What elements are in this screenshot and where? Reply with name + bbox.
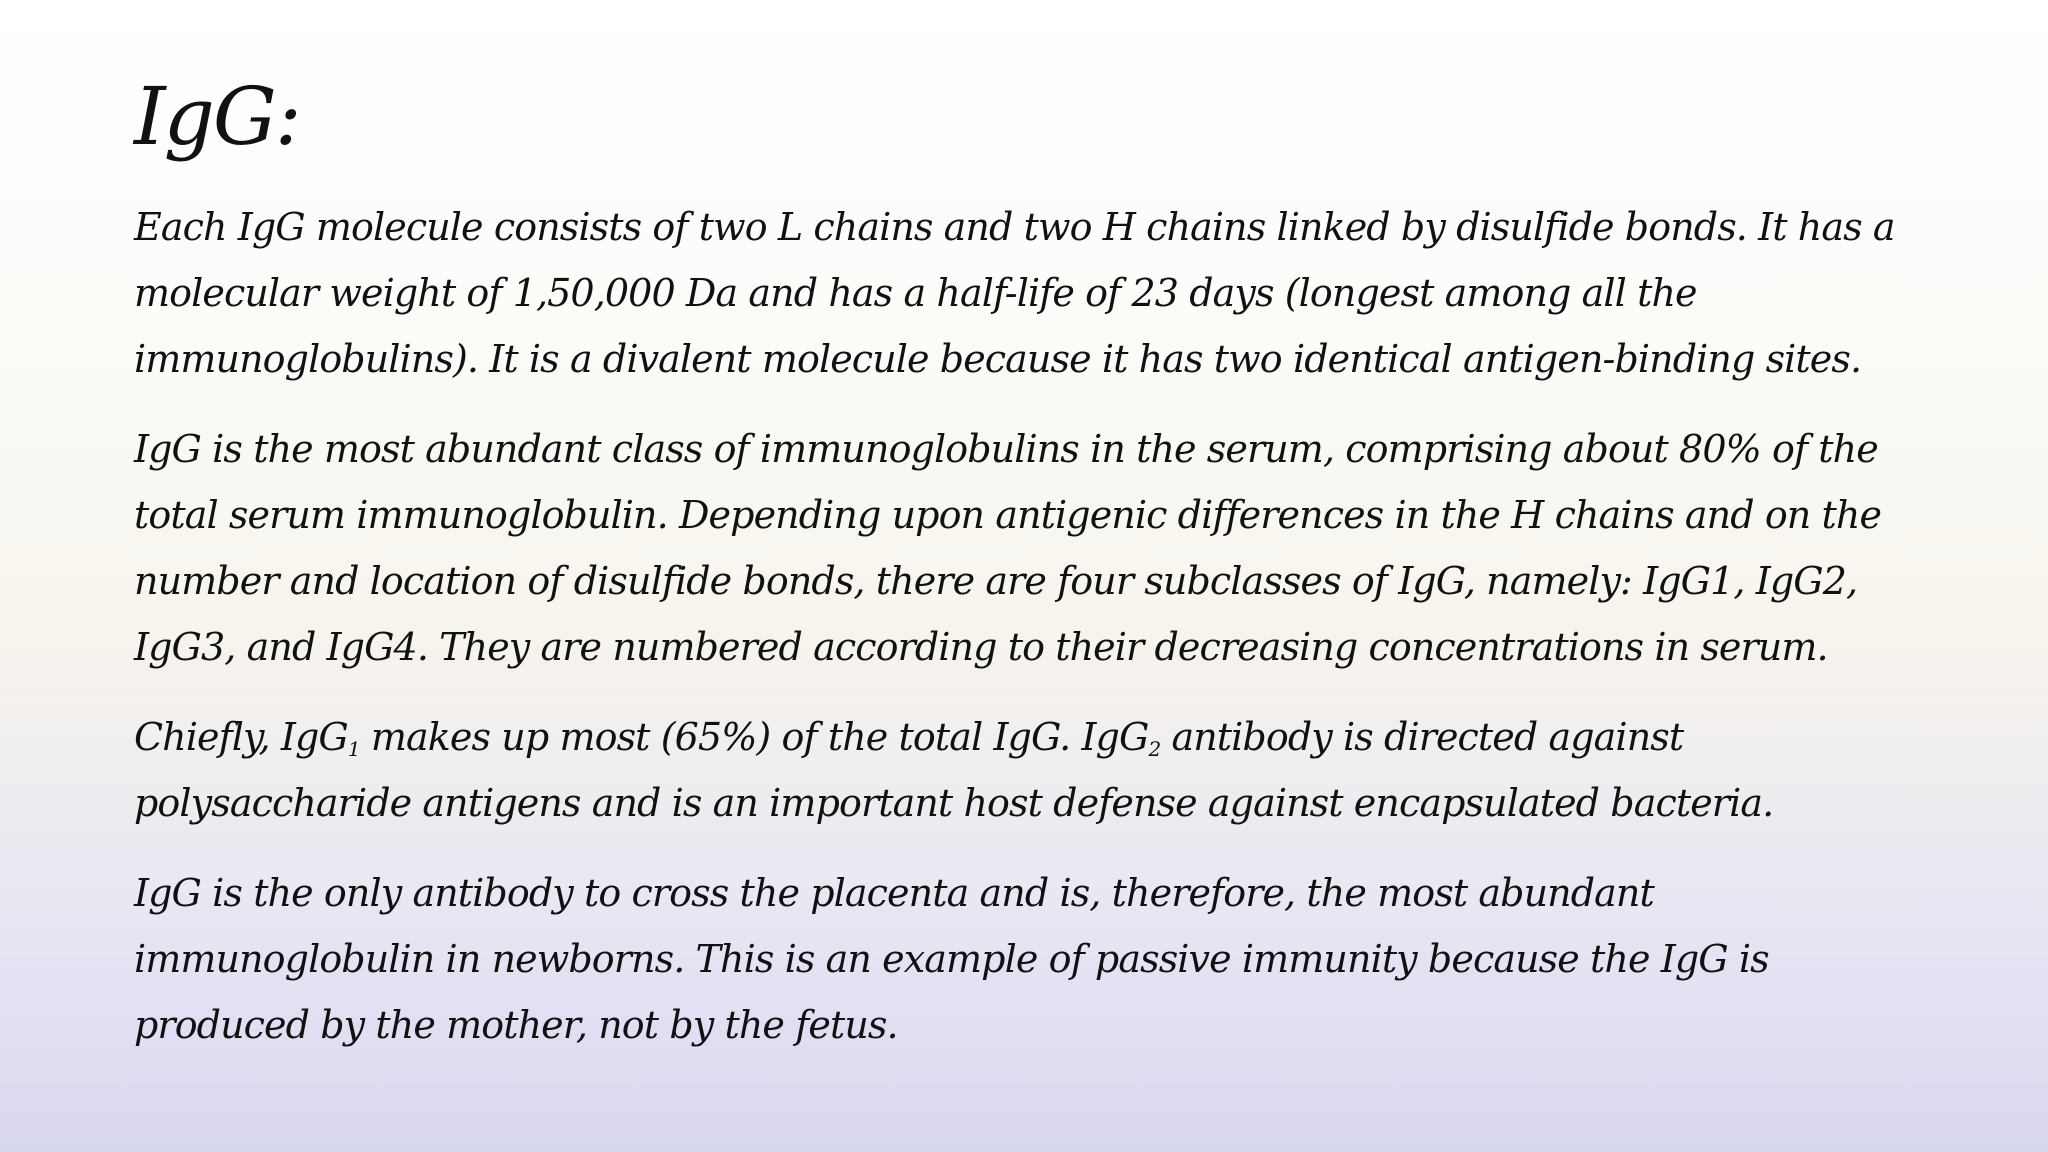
paragraph-placenta: IgG is the only antibody to cross the placenta and is, therefore, the most abundant immunoglobulin in newborns. This is an example of passive immunity because the IgG is produced by the mother, not by the fetus. bbox=[134, 871, 1769, 1047]
subscript-1: 1 bbox=[347, 737, 360, 761]
paragraph-subclasses-part2: makes up most (65%) of the total IgG. IgG bbox=[359, 715, 1149, 759]
slide-title: IgG: bbox=[134, 70, 300, 163]
paragraph-structure: Each IgG molecule consists of two L chains and two H chains linked by disulfide bonds. It has a molecular weight of 1,50,000 Da and has a half-life of 23 days (longest among all the immunoglobulins). It is a divalent molecule because it has two identical antigen-binding sites. bbox=[134, 205, 1895, 381]
paragraph-subclasses bbox=[134, 704, 1934, 836]
subscript-2: 2 bbox=[1148, 737, 1161, 761]
slide-body bbox=[134, 194, 1934, 1058]
paragraph-abundance: IgG is the most abundant class of immunoglobulins in the serum, comprising about 80% of the total serum immunoglobulin. Depending upon antigenic differences in the H chains and on the number and location of disulfide bonds, there are four subclasses of IgG, namely: IgG1, IgG2, IgG3, and IgG4. They are numbered according to their decreasing concentrations in serum. bbox=[134, 427, 1882, 669]
paragraph-subclasses-part3: antibody is directed against polysaccharide antigens and is an important host defense against encapsulated bacteria. bbox=[134, 715, 1774, 825]
paragraph-subclasses-part1: Chiefly, IgG bbox=[134, 715, 348, 759]
